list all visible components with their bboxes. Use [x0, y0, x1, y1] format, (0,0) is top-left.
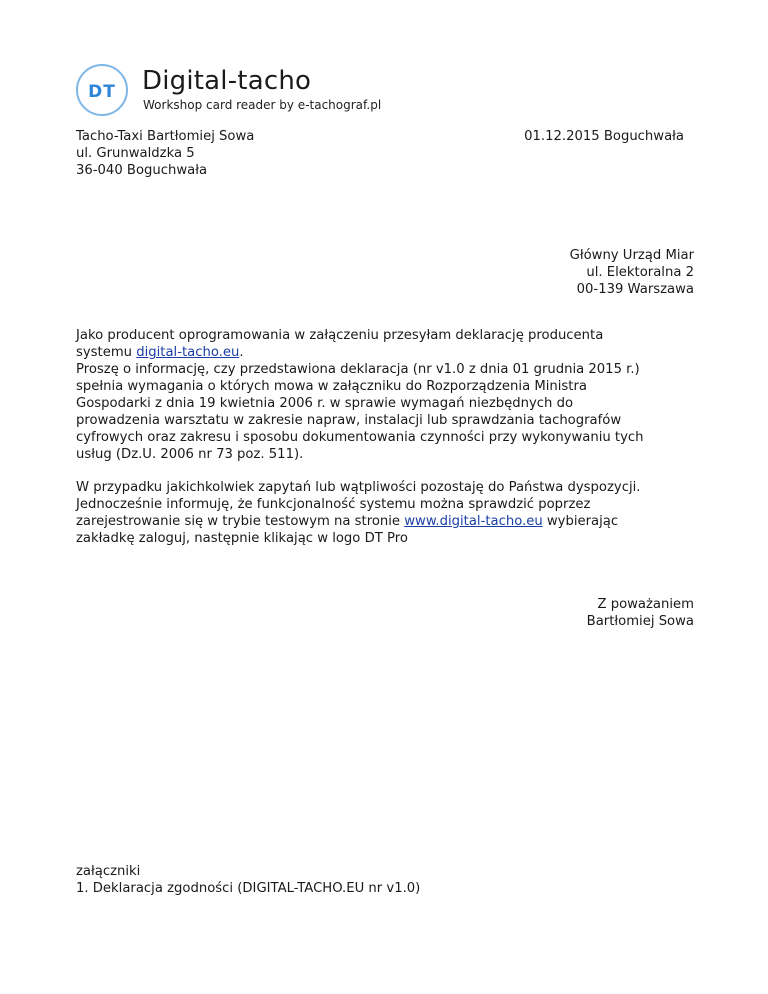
paragraph-line	[76, 513, 706, 530]
attachments-section	[76, 863, 420, 897]
paragraph-line: spełnia wymagania o których mowa w załączniku do Rozporządzenia Ministra	[76, 379, 587, 394]
brand-tagline: Workshop card reader by e-tachograf.pl	[143, 98, 382, 112]
paragraph-line: zakładkę zaloguj, następnie klikając w logo DT Pro	[76, 531, 408, 546]
body-paragraph-1	[76, 327, 706, 463]
text-fragment: wybierając	[542, 514, 619, 529]
closing-line: Bartłomiej Sowa	[586, 614, 694, 629]
paragraph-line: cyfrowych oraz zakresu i sposobu dokumentowania czynności przy wykonywaniu tych	[76, 430, 644, 445]
paragraph-line: Jako producent oprogramowania w załączeniu przesyłam deklarację producenta	[76, 328, 604, 343]
paragraph-line: Gospodarki z dnia 19 kwietnia 2006 r. w sprawie wymagań niezbędnych do	[76, 396, 574, 411]
text-fragment: zarejestrowanie się w trybie testowym na stronie	[76, 514, 405, 529]
date-place: 01.12.2015 Boguchwała	[524, 129, 684, 144]
website-link[interactable]: www.digital-tacho.eu	[404, 514, 543, 529]
paragraph-line: prowadzenia warsztatu w zakresie napraw, instalacji lub sprawdzania tachografów	[76, 413, 622, 428]
recipient-line: 00-139 Warszawa	[576, 282, 694, 297]
sender-line: Tacho-Taxi Bartłomiej Sowa	[76, 129, 255, 144]
brand-name: Digital-tacho	[142, 66, 312, 96]
paragraph-line: Proszę o informację, czy przedstawiona deklaracja (nr v1.0 z dnia 01 grudnia 2015 r.)	[76, 362, 640, 377]
paragraph-line: W przypadku jakichkolwiek zapytań lub wątpliwości pozostaję do Państwa dyspozycji.	[76, 480, 641, 495]
sender-address	[76, 128, 254, 179]
text-fragment: .	[239, 345, 244, 360]
text-fragment: systemu	[76, 345, 137, 360]
recipient-address	[570, 247, 694, 298]
dt-logo-icon	[78, 66, 126, 114]
paragraph-line: Jednocześnie informuję, że funkcjonalność systemu można sprawdzić poprzez	[76, 497, 591, 512]
sender-line: ul. Grunwaldzka 5	[76, 146, 195, 161]
recipient-line: ul. Elektoralna 2	[586, 265, 694, 280]
dt-logo-letters: DT	[88, 82, 116, 102]
paragraph-line: usług (Dz.U. 2006 nr 73 poz. 511).	[76, 447, 304, 462]
sender-line: 36-040 Boguchwała	[76, 163, 208, 178]
paragraph-line	[76, 344, 706, 361]
closing-signature	[587, 596, 694, 630]
attachment-item: 1. Deklaracja zgodności (DIGITAL-TACHO.EU nr v1.0)	[76, 881, 421, 896]
digital-tacho-link[interactable]: digital-tacho.eu	[136, 345, 240, 360]
body-paragraph-2	[76, 479, 706, 547]
dt-logo	[76, 64, 128, 116]
closing-line: Z poważaniem	[597, 597, 694, 612]
recipient-line: Główny Urząd Miar	[569, 248, 694, 263]
attachments-heading: załączniki	[76, 864, 141, 879]
